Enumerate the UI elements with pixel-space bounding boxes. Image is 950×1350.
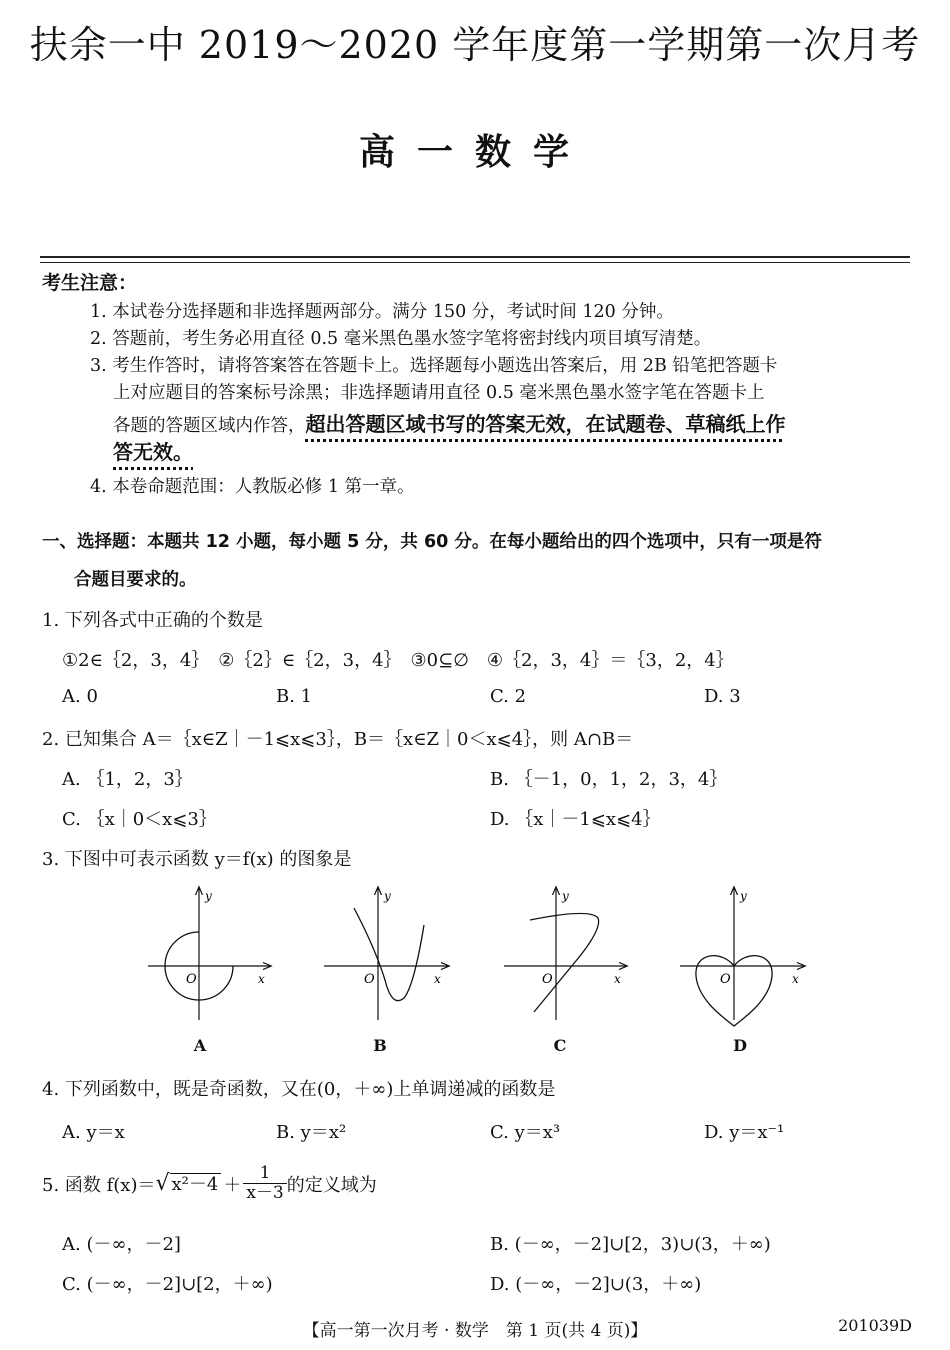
graph-b-origin: O — [364, 972, 375, 987]
question-4-option-b: B. y＝x² — [276, 1122, 347, 1143]
notice-item-3-line-2: 上对应题目的答案标号涂黑；非选择题请用直径 0.5 毫米黑色墨水签字笔在答题卡上 — [113, 383, 765, 403]
question-2-option-a: A. ｛1，2，3｝ — [62, 769, 193, 790]
graph-c — [504, 888, 626, 1020]
notice-item-3-line-1: 3. 考生作答时，请将答案答在答题卡上。选择题每小题选出答案后，用 2B 铅笔把答题卡 — [90, 356, 778, 376]
plus-sign: ＋ — [223, 1174, 242, 1196]
graph-a-x-label: x — [258, 972, 265, 986]
header-divider — [40, 256, 910, 258]
notice-item-3-line-3 — [113, 408, 786, 437]
notice-item-3-emphasis: 超出答题区域书写的答案无效，在试题卷、草稿纸上作 — [305, 412, 786, 436]
graph-b-x-label: x — [434, 972, 441, 986]
notice-heading: 考生注意： — [42, 272, 138, 294]
graph-b-y-label: y — [384, 889, 391, 903]
question-1-statements: ①2∈｛2，3，4｝ ②｛2｝∈｛2，3，4｝ ③0⊆∅ ④｛2，3，4｝＝｛3，2，4｝ — [62, 650, 734, 671]
question-1-option-a: A. 0 — [62, 686, 98, 707]
exam-code: 201039D — [838, 1316, 912, 1335]
fraction — [243, 1164, 286, 1203]
question-4-option-d: D. y＝x⁻¹ — [704, 1122, 785, 1143]
section-heading-cont: 合题目要求的。 — [74, 570, 197, 590]
question-1-option-c: C. 2 — [490, 686, 527, 707]
question-2-option-d: D. ｛x｜－1⩽x⩽4｝ — [490, 809, 661, 830]
graph-c-caption: C — [553, 1036, 567, 1055]
notice-item-4: 4. 本卷命题范围：人教版必修 1 第一章。 — [90, 477, 415, 497]
question-5-suffix: 的定义域为 — [286, 1174, 377, 1196]
exam-title: 扶余一中 2019～2020 学年度第一学期第一次月考 — [29, 23, 921, 67]
subject-title: 高一数学 — [358, 132, 591, 173]
question-3-stem: 3. 下图中可表示函数 y＝f(x) 的图象是 — [42, 849, 352, 870]
square-root — [155, 1170, 221, 1196]
section-heading: 一、选择题：本题共 12 小题，每小题 5 分，共 60 分。在每小题给出的四个选项中，只有一项是符 — [42, 532, 822, 552]
graph-c-x-label: x — [614, 972, 621, 986]
fraction-numerator: 1 — [259, 1163, 271, 1183]
question-5-option-b: B. (－∞，－2]∪[2，3)∪(3，＋∞) — [490, 1234, 771, 1255]
question-1-stem: 1. 下列各式中正确的个数是 — [42, 610, 263, 631]
question-5-option-a: A. (－∞，－2] — [62, 1234, 181, 1255]
radical-sign: √ — [155, 1170, 170, 1196]
radicand: x²－4 — [170, 1173, 222, 1195]
question-5-prefix: 5. 函数 f(x)＝ — [42, 1174, 156, 1196]
graph-d-origin: O — [720, 972, 731, 987]
notice-item-2: 2. 答题前，考生务必用直径 0.5 毫米黑色墨水签字笔将密封线内项目填写清楚。 — [90, 329, 712, 349]
graph-d-x-label: x — [792, 972, 799, 986]
graph-a-origin: O — [186, 972, 197, 987]
question-4-stem: 4. 下列函数中，既是奇函数，又在(0，＋∞)上单调递减的函数是 — [42, 1079, 556, 1100]
question-1-option-b: B. 1 — [276, 686, 313, 707]
graph-b — [324, 888, 448, 1020]
notice-item-3-emphasis-end: 答无效。 — [113, 440, 193, 464]
question-3-graphs — [0, 880, 950, 1030]
graph-d-y-label: y — [740, 889, 747, 903]
question-4-option-c: C. y＝x³ — [490, 1122, 561, 1143]
graph-b-caption: B — [373, 1036, 387, 1055]
question-1-option-d: D. 3 — [704, 686, 741, 707]
question-2-option-c: C. ｛x｜0＜x⩽3｝ — [62, 809, 217, 830]
notice-item-3-line-4 — [113, 436, 193, 465]
graph-d-caption: D — [733, 1036, 747, 1055]
question-2-stem: 2. 已知集合 A＝｛x∈Z｜－1⩽x⩽3｝，B＝｛x∈Z｜0＜x⩽4｝，则 A∩B＝ — [42, 729, 634, 750]
graph-a-caption: A — [193, 1036, 207, 1055]
question-5-option-d: D. (－∞，－2]∪(3，＋∞) — [490, 1274, 702, 1295]
fraction-denominator: x－3 — [243, 1183, 286, 1203]
graph-a-y-label: y — [205, 889, 212, 903]
header-divider-thin — [40, 262, 910, 263]
graph-d — [680, 888, 804, 1026]
question-5-stem — [42, 1164, 377, 1203]
notice-item-1: 1. 本试卷分选择题和非选择题两部分。满分 150 分，考试时间 120 分钟。 — [90, 302, 674, 322]
question-5-option-c: C. (－∞，－2]∪[2，＋∞) — [62, 1274, 273, 1295]
graph-c-origin: O — [542, 972, 553, 987]
question-2-option-b: B. ｛－1，0，1，2，3，4｝ — [490, 769, 728, 790]
question-4-option-a: A. y＝x — [62, 1122, 125, 1143]
notice-item-3-plain: 各题的答题区域内作答， — [113, 416, 306, 436]
graph-c-y-label: y — [562, 889, 569, 903]
page-footer: 【高一第一次月考 · 数学 第 1 页(共 4 页)】 — [302, 1321, 648, 1341]
graph-a — [148, 888, 270, 1020]
